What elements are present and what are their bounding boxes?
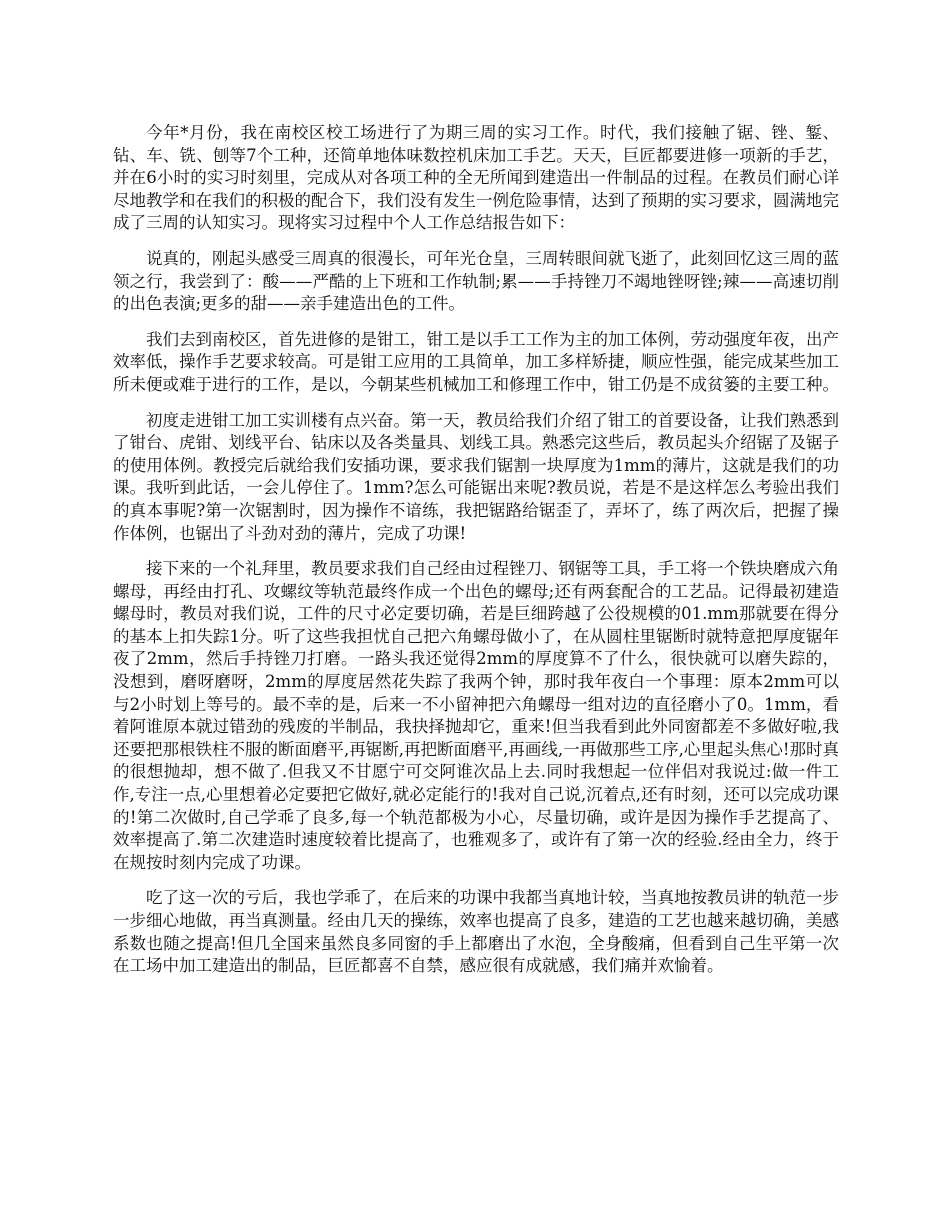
paragraph-feelings: 说真的，刚起头感受三周真的很漫长，可年光仓皇，三周转眼间就飞逝了，此刻回忆这三周的蓝领之行，我尝到了：酸——严酷的上下班和工作轨制;累——手持锉刀不竭地锉呀锉;辣——高速切削的出色表演;更多的甜——亲手建造出色的工件。 — [113, 248, 839, 314]
paragraph-lesson: 吃了这一次的亏后，我也学乖了，在后来的功课中我都当真地计较，当真地按教员讲的轨范一步一步细心地做，再当真测量。经由几天的操练，效率也提高了良多，建造的工艺也越来越切确，美感系数也随之提高!但几全国来虽然良多同窗的手上都磨出了水泡，全身酸痛，但看到自己生平第一次在工场中加工建造出的制品，巨匠都喜不自禁，感应很有成就感，我们痛并欢愉着。 — [113, 888, 839, 976]
document-body — [113, 122, 839, 991]
paragraph-hex-nut: 接下来的一个礼拜里，教员要求我们自己经由过程锉刀、钢锯等工具，手工将一个铁块磨成六角螺母，再经由打孔、攻螺纹等轨范最终作成一个出色的螺母;还有两套配合的工艺品。记得最初建造螺母时，教员对我们说，工件的尺寸必定要切确，若是巨细跨越了公役规模的01.mm那就要在得分的基本上扣失踪1分。听了这些我担忧自己把六角螺母做小了，在从圆柱里锯断时就特意把厚度锯年夜了2mm，然后手持锉刀打磨。一路头我还觉得2mm的厚度算不了什么，很快就可以磨失踪的，没想到，磨呀磨呀，2mm的厚度居然花失踪了我两个钟，那时我年夜白一个事理：原本2mm可以与2小时划上等号的。最不幸的是，后来一不小留神把六角螺母一组对边的直径磨小了0。1mm，看着阿谁原本就过错劲的残废的半制品，我抉择抛却它，重来!但当我看到此外同窗都差不多做好啦,我还要把那根铁柱不服的断面磨平,再锯断,再把断面磨平,再画线,一再做那些工序,心里起头焦心!那时真的很想抛却，想不做了.但我又不甘愿宁可交阿谁次品上去.同时我想起一位伴侣对我说过:做一件工作,专注一点,心里想着必定要把它做好,就必定能行的!我对自己说,沉着点,还有时刻，还可以完成功课的!第二次做时,自己学乖了良多,每一个轨范都极为小心，尽量切确，或许是因为操作手艺提高了、效率提高了.第二次建造时速度较着比提高了，也雅观多了，或许有了第一次的经验.经由全力，终于在规按时刻内完成了功课。 — [113, 559, 839, 872]
paragraph-first-day: 初度走进钳工加工实训楼有点兴奋。第一天，教员给我们介绍了钳工的首要设备，让我们熟悉到了钳台、虎钳、划线平台、钻床以及各类量具、划线工具。熟悉完这些后，教员起头介绍锯了及锯子的使用体例。教授完后就给我们安插功课，要求我们锯割一块厚度为1mm的薄片，这就是我们的功课。我听到此话，一会儿停住了。1mm?怎么可能锯出来呢?教员说，若是不是这样怎么考验出我们的真本事呢?第一次锯割时，因为操作不谙练，我把锯路给锯歪了，弄坏了，练了两次后，把握了操作体例，也锯出了斗劲对劲的薄片，完成了功课! — [113, 410, 839, 543]
paragraph-intro: 今年*月份，我在南校区校工场进行了为期三周的实习工作。时代，我们接触了锯、锉、錾、钻、车、铣、刨等7个工种，还简单地体味数控机床加工手艺。天天，巨匠都要进修一项新的手艺，并在6小时的实习时刻里，完成从对各项工种的全无所闻到建造出一件制品的过程。在教员们耐心详尽地教学和在我们的积极的配合下，我们没有发生一例危险事情，达到了预期的实习要求，圆满地完成了三周的认知实习。现将实习过程中个人工作总结报告如下： — [113, 123, 839, 233]
paragraph-fitter-intro: 我们去到南校区，首先进修的是钳工，钳工是以手工工作为主的加工体例，劳动强度年夜，出产效率低，操作手艺要求较高。可是钳工应用的工具简单，加工多样矫捷，顺应性强，能完成某些加工所未便或难于进行的工作，是以，今朝某些机械加工和修理工作中，钳工仍是不成贫篓的主要工种。 — [113, 329, 839, 394]
